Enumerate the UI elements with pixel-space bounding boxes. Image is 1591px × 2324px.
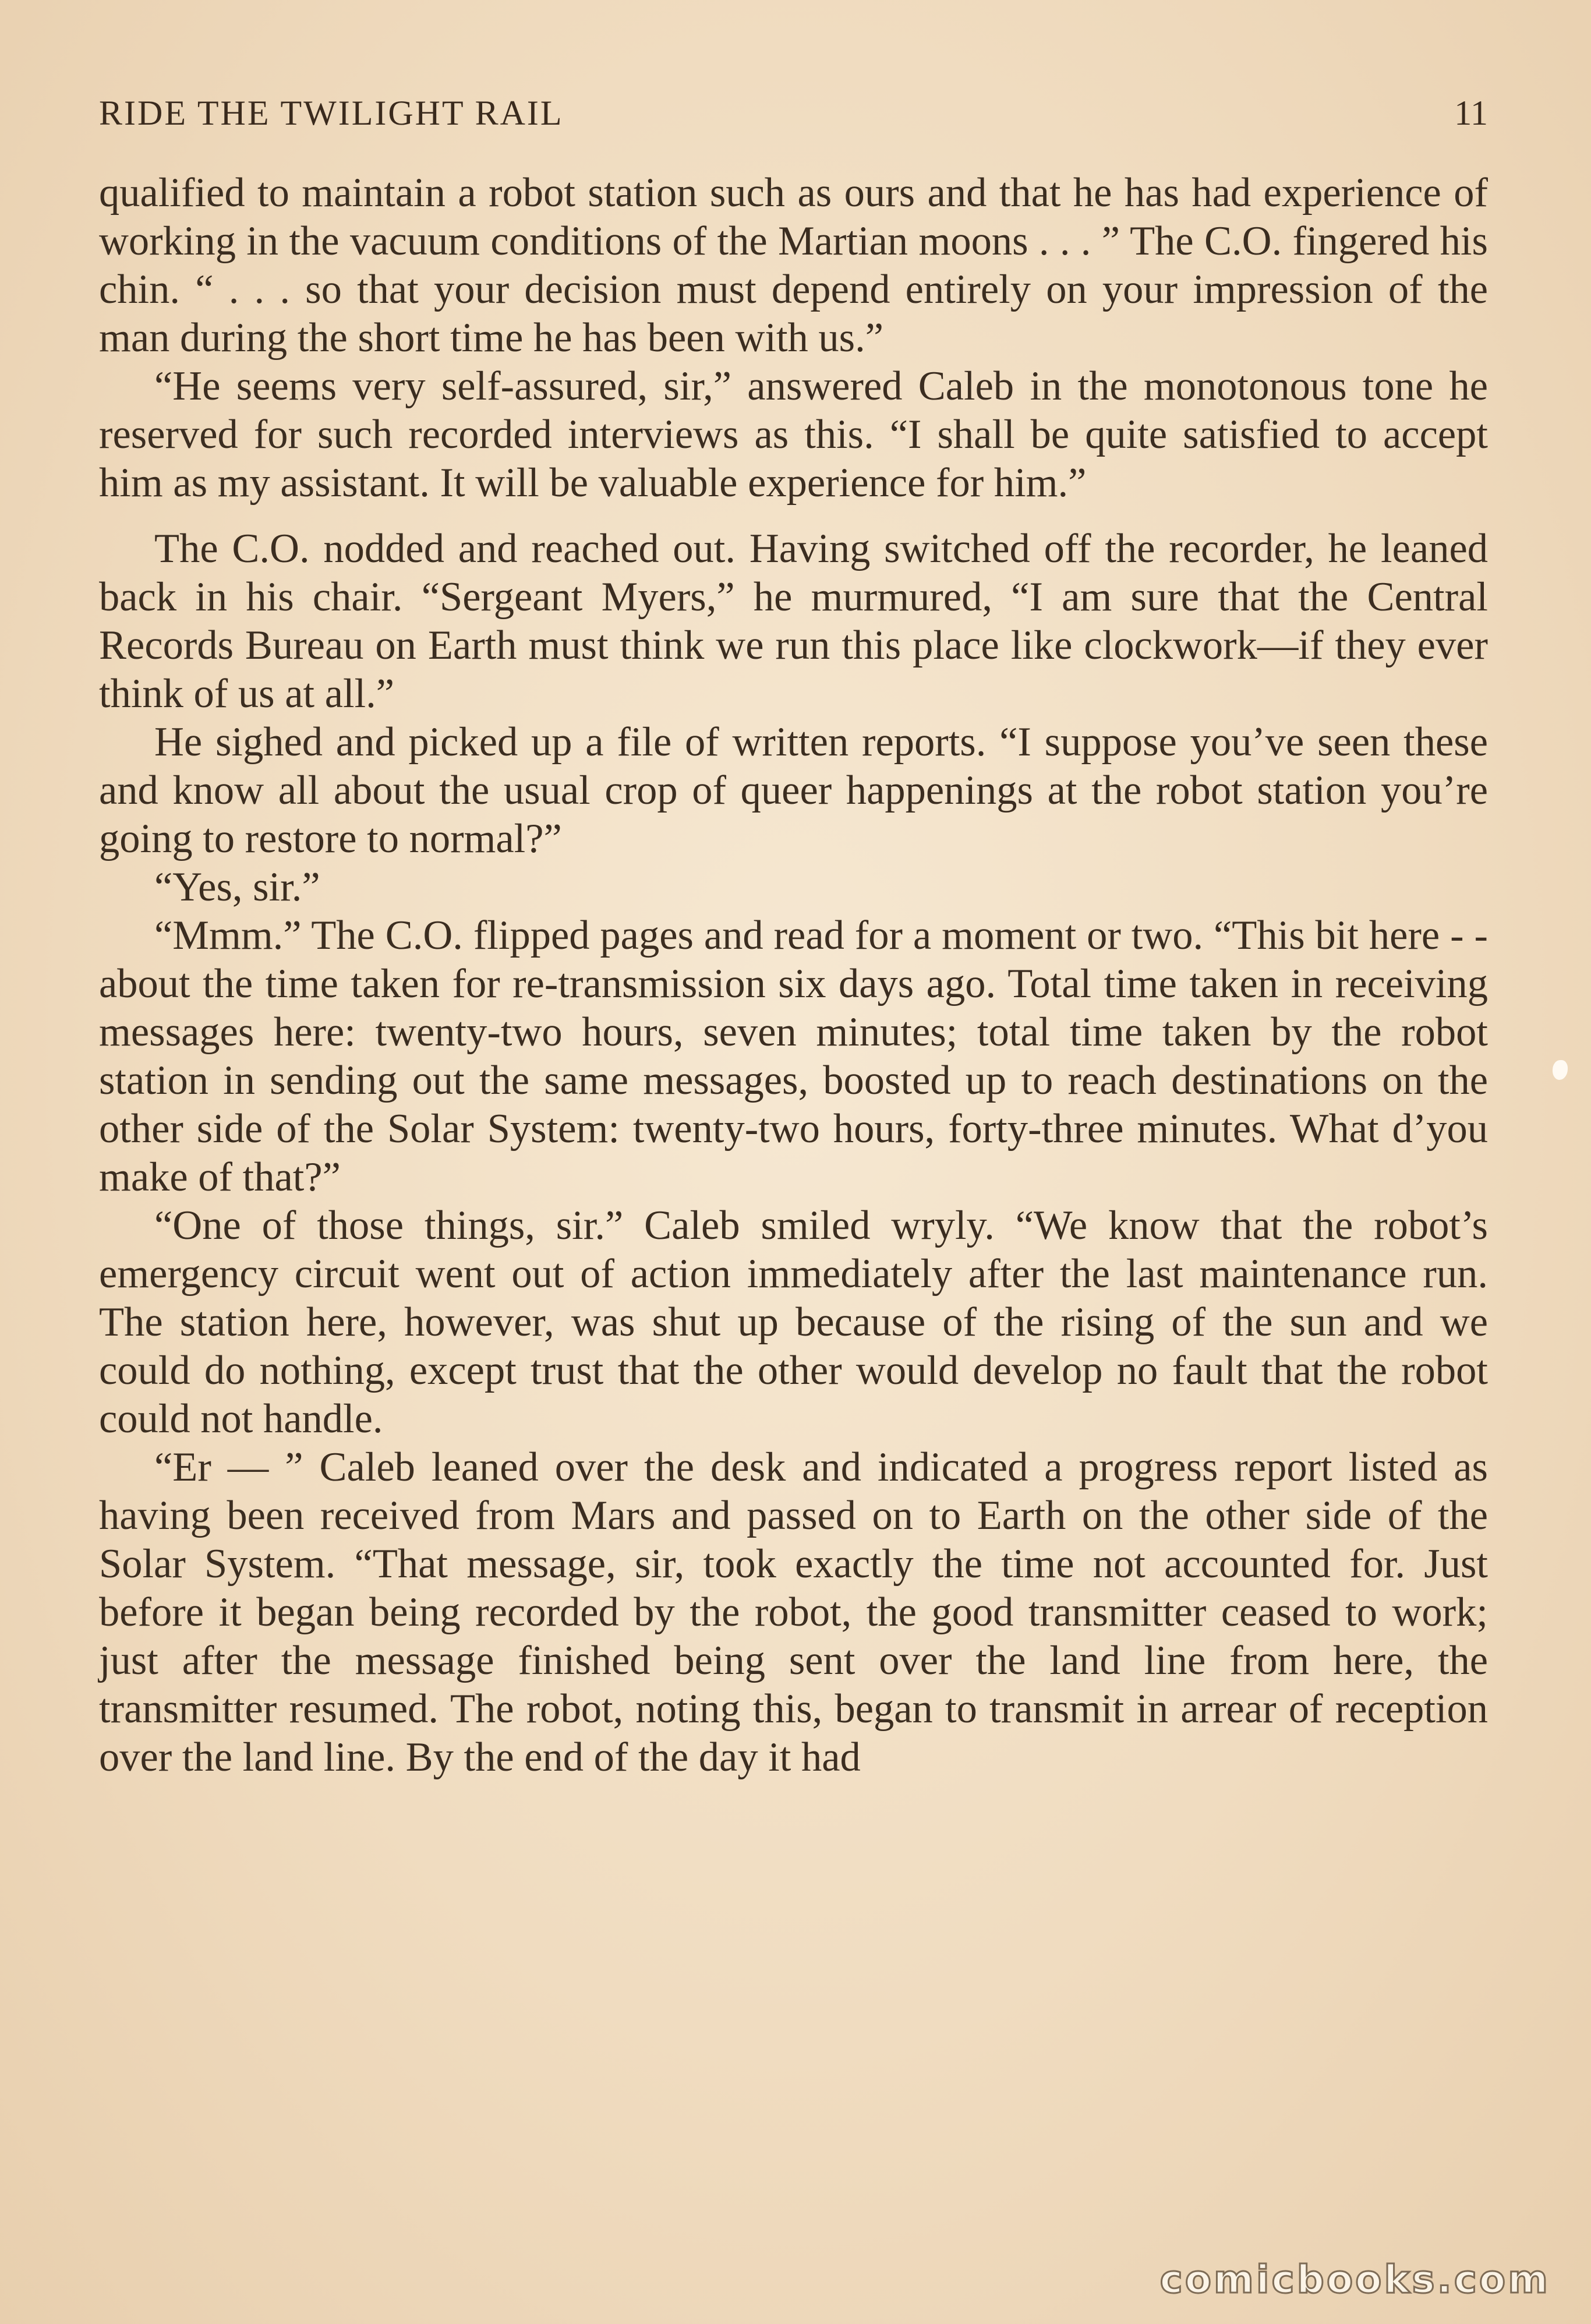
paragraph: “Yes, sir.” <box>154 864 320 910</box>
body-text <box>99 169 1488 1782</box>
paragraph: “He seems very self-assured, sir,” answered Caleb in the monotonous tone he reserved for such recorded interviews as this. “I shall be quite satisfied to accept him as my assistant. It will be valuable experience for him.” <box>99 363 1488 506</box>
paragraph: The C.O. nodded and reached out. Having switched off the recorder, he leaned back in his chair. “Sergeant Myers,” he murmured, “I am sure that the Central Records Bureau on Earth must think we run this place like clockwork—if they ever think of us at all.” <box>99 526 1488 716</box>
paragraph: “One of those things, sir.” Caleb smiled wryly. “We know that the robot’s emergency circuit went out of action immediately after the last maintenance run. The station here, however, was shut up because of the rising of the sun and we could do nothing, except trust that the other would develop no fault that the robot could not handle. <box>99 1203 1488 1442</box>
page-number: 11 <box>1454 94 1488 132</box>
running-head <box>99 93 1488 146</box>
running-title: RIDE THE TWILIGHT RAIL <box>99 94 564 132</box>
paragraph: qualified to maintain a robot station such as ours and that he has had experience of working in the vacuum conditions of the Martian moons . . . ” The C.O. fingered his chin. “ . . . so that your decision must depend entirely on your impression of the man during the short time he has been with us.” <box>99 170 1488 361</box>
paragraph: “Mmm.” The C.O. flipped pages and read for a moment or two. “This bit here - - about the time taken for re-transmission six days ago. Total time taken in receiving messages here: twenty-two hours, seven minutes; total time taken by the robot station in sending out the same messages, boosted up to reach destinations on the other side of the Solar System: twenty-two hours, forty-three minutes. What d’you make of that?” <box>99 913 1488 1200</box>
paragraph: “Er — ” Caleb leaned over the desk and indicated a progress report listed as having been received from Mars and passed on to Earth on the other side of the Solar System. “That message, sir, took exactly the time not accounted for. Just before it began being recorded by the robot, the good transmitter ceased to work; just after the message finished being sent over the land line from here, the transmitter resumed. The robot, noting this, began to transmit in arrear of reception over the land line. By the end of the day it had <box>99 1444 1488 1780</box>
paragraph: He sighed and picked up a file of written reports. “I suppose you’ve seen these and know all about the usual crop of queer happenings at the robot station you’re going to restore to normal?” <box>99 719 1488 861</box>
watermark-logo: comicbooks.com <box>1159 2257 1550 2302</box>
paper-speck <box>1553 1060 1568 1080</box>
book-page <box>99 93 1488 1782</box>
